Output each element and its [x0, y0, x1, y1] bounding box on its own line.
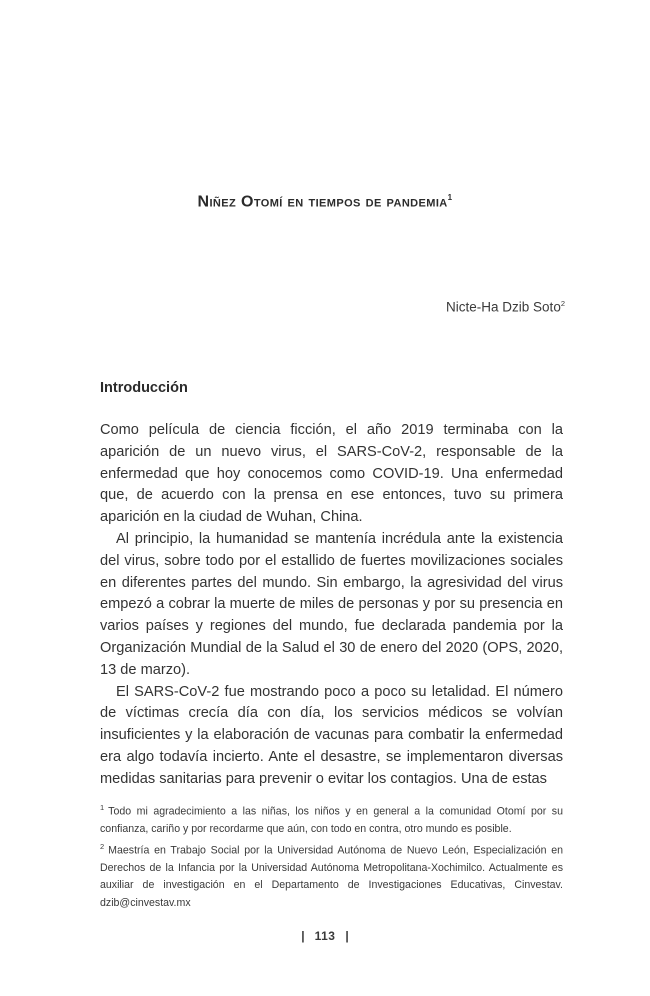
chapter-title-text: Niñez Otomí en tiempos de pandemia	[197, 193, 448, 211]
footnote-marker: 2	[100, 842, 105, 852]
footnote-text: Maestría en Trabajo Social por la Universidad Autónoma de Nuevo León, Especialización en Derechos de la Infancia por la Universidad Autónoma Metropolitana-Xochimilco. Actualmente es auxiliar de investigación en el Departamento de Investigaciones Educativas, Cinvestav. dzib@cinvestav.mx	[100, 844, 563, 909]
chapter-title	[0, 193, 650, 211]
paragraph: El SARS-CoV-2 fue mostrando poco a poco su letalidad. El número de víctimas crecía día con día, los servicios médicos se volvían insuficientes y la elaboración de vacunas para combatir la enfermedad era algo todavía incierto. Ante el desastre, se implementaron diversas medidas sanitarias para prevenir o evitar los contagios. Una de estas	[100, 683, 563, 787]
paragraph: Al principio, la humanidad se mantenía incrédula ante la existencia del virus, sobre todo por el estallido de fuertes movilizaciones sociales en diferentes partes del mundo. Sin embargo, la agresividad del virus empezó a cobrar la muerte de miles de personas y por su presencia en varios países y regiones del mundo, fue declarada pandemia por la Organización Mundial de la Salud el 30 de enero del 2020 (OPS, 2020, 13 de marzo).	[100, 530, 563, 678]
page-number: 113	[314, 929, 336, 943]
paragraph: Como película de ciencia ficción, el año 2019 terminaba con la aparición de un nuevo virus, el SARS-CoV-2, responsable de la enfermedad que hoy conocemos como COVID-19. Una enfermedad que, de acuerdo con la prensa en ese entonces, tuvo su primera aparición en la ciudad de Wuhan, China.	[100, 422, 563, 526]
page-number-separator-right: |	[345, 929, 349, 943]
footnotes	[100, 799, 563, 912]
page-number-separator-left: |	[301, 929, 305, 943]
section-heading: Introducción	[100, 380, 188, 396]
title-footnote-marker[interactable]: 1	[447, 193, 453, 202]
footnote-text: Todo mi agradecimiento a las niñas, los niños y en general a la comunidad Otomí por su confianza, cariño y por recordarme que aún, con todo en contra, otro mundo es posible.	[100, 805, 563, 835]
author-line	[446, 299, 565, 315]
author-footnote-marker[interactable]: 2	[560, 299, 565, 308]
footnote	[100, 838, 563, 912]
author-name: Nicte-Ha Dzib Soto	[446, 299, 561, 315]
footnote-marker: 1	[100, 803, 105, 812]
body-text	[100, 420, 563, 791]
footnote	[100, 799, 563, 838]
page-footer	[0, 929, 650, 943]
